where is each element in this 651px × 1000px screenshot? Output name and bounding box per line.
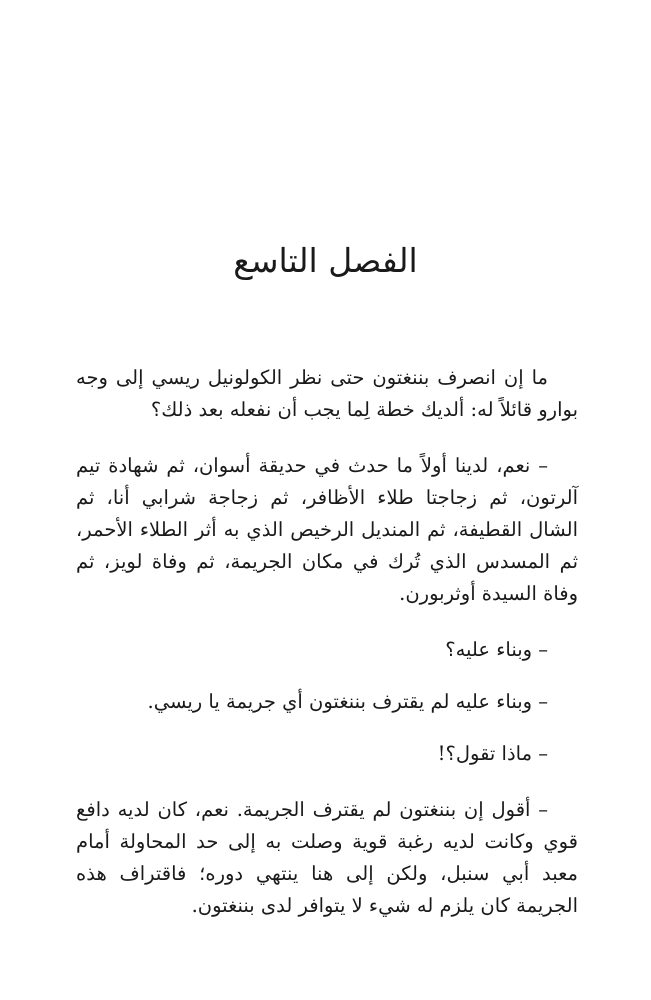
paragraph: ما إن انصرف بننغتون حتى نظر الكولونيل ريسي إلى وجه بوارو قائلاً له: ألديك خطة لِما يجب أن نفعله بعد ذلك؟ [76,366,578,421]
chapter-body [76,362,578,946]
paragraph: – وبناء عليه لم يقترف بننغتون أي جريمة يا ريسي. [147,690,548,713]
chapter-title: الفصل التاسع [233,241,418,280]
paragraph: – نعم، لدينا أولاً ما حدث في حديقة أسوان، ثم شهادة تيم آلرتون، ثم زجاجتا طلاء الأظافر، ثم زجاجة شرابي أنا، ثم الشال القطيفة، ثم المنديل الرخيص الذي به أثر الطلاء الأحمر، ثم المسدس الذي تُرك في مكان الجريمة، ثم وفاة لويز، ثم وفاة السيدة أوثربورن. [76,454,578,605]
paragraph: – ماذا تقول؟! [437,742,548,765]
paragraph: – أقول إن بننغتون لم يقترف الجريمة. نعم، كان لديه دافع قوي وكانت لديه رغبة قوية وصلت به إلى حد المحاولة أمام معبد أبي سنبل، ولكن إلى هنا ينتهي دوره؛ فاقتراف هذه الجريمة كان يلزم له شيء لا يتوافر لدى بننغتون. [76,798,578,917]
paragraph: – وبناء عليه؟ [445,638,548,661]
